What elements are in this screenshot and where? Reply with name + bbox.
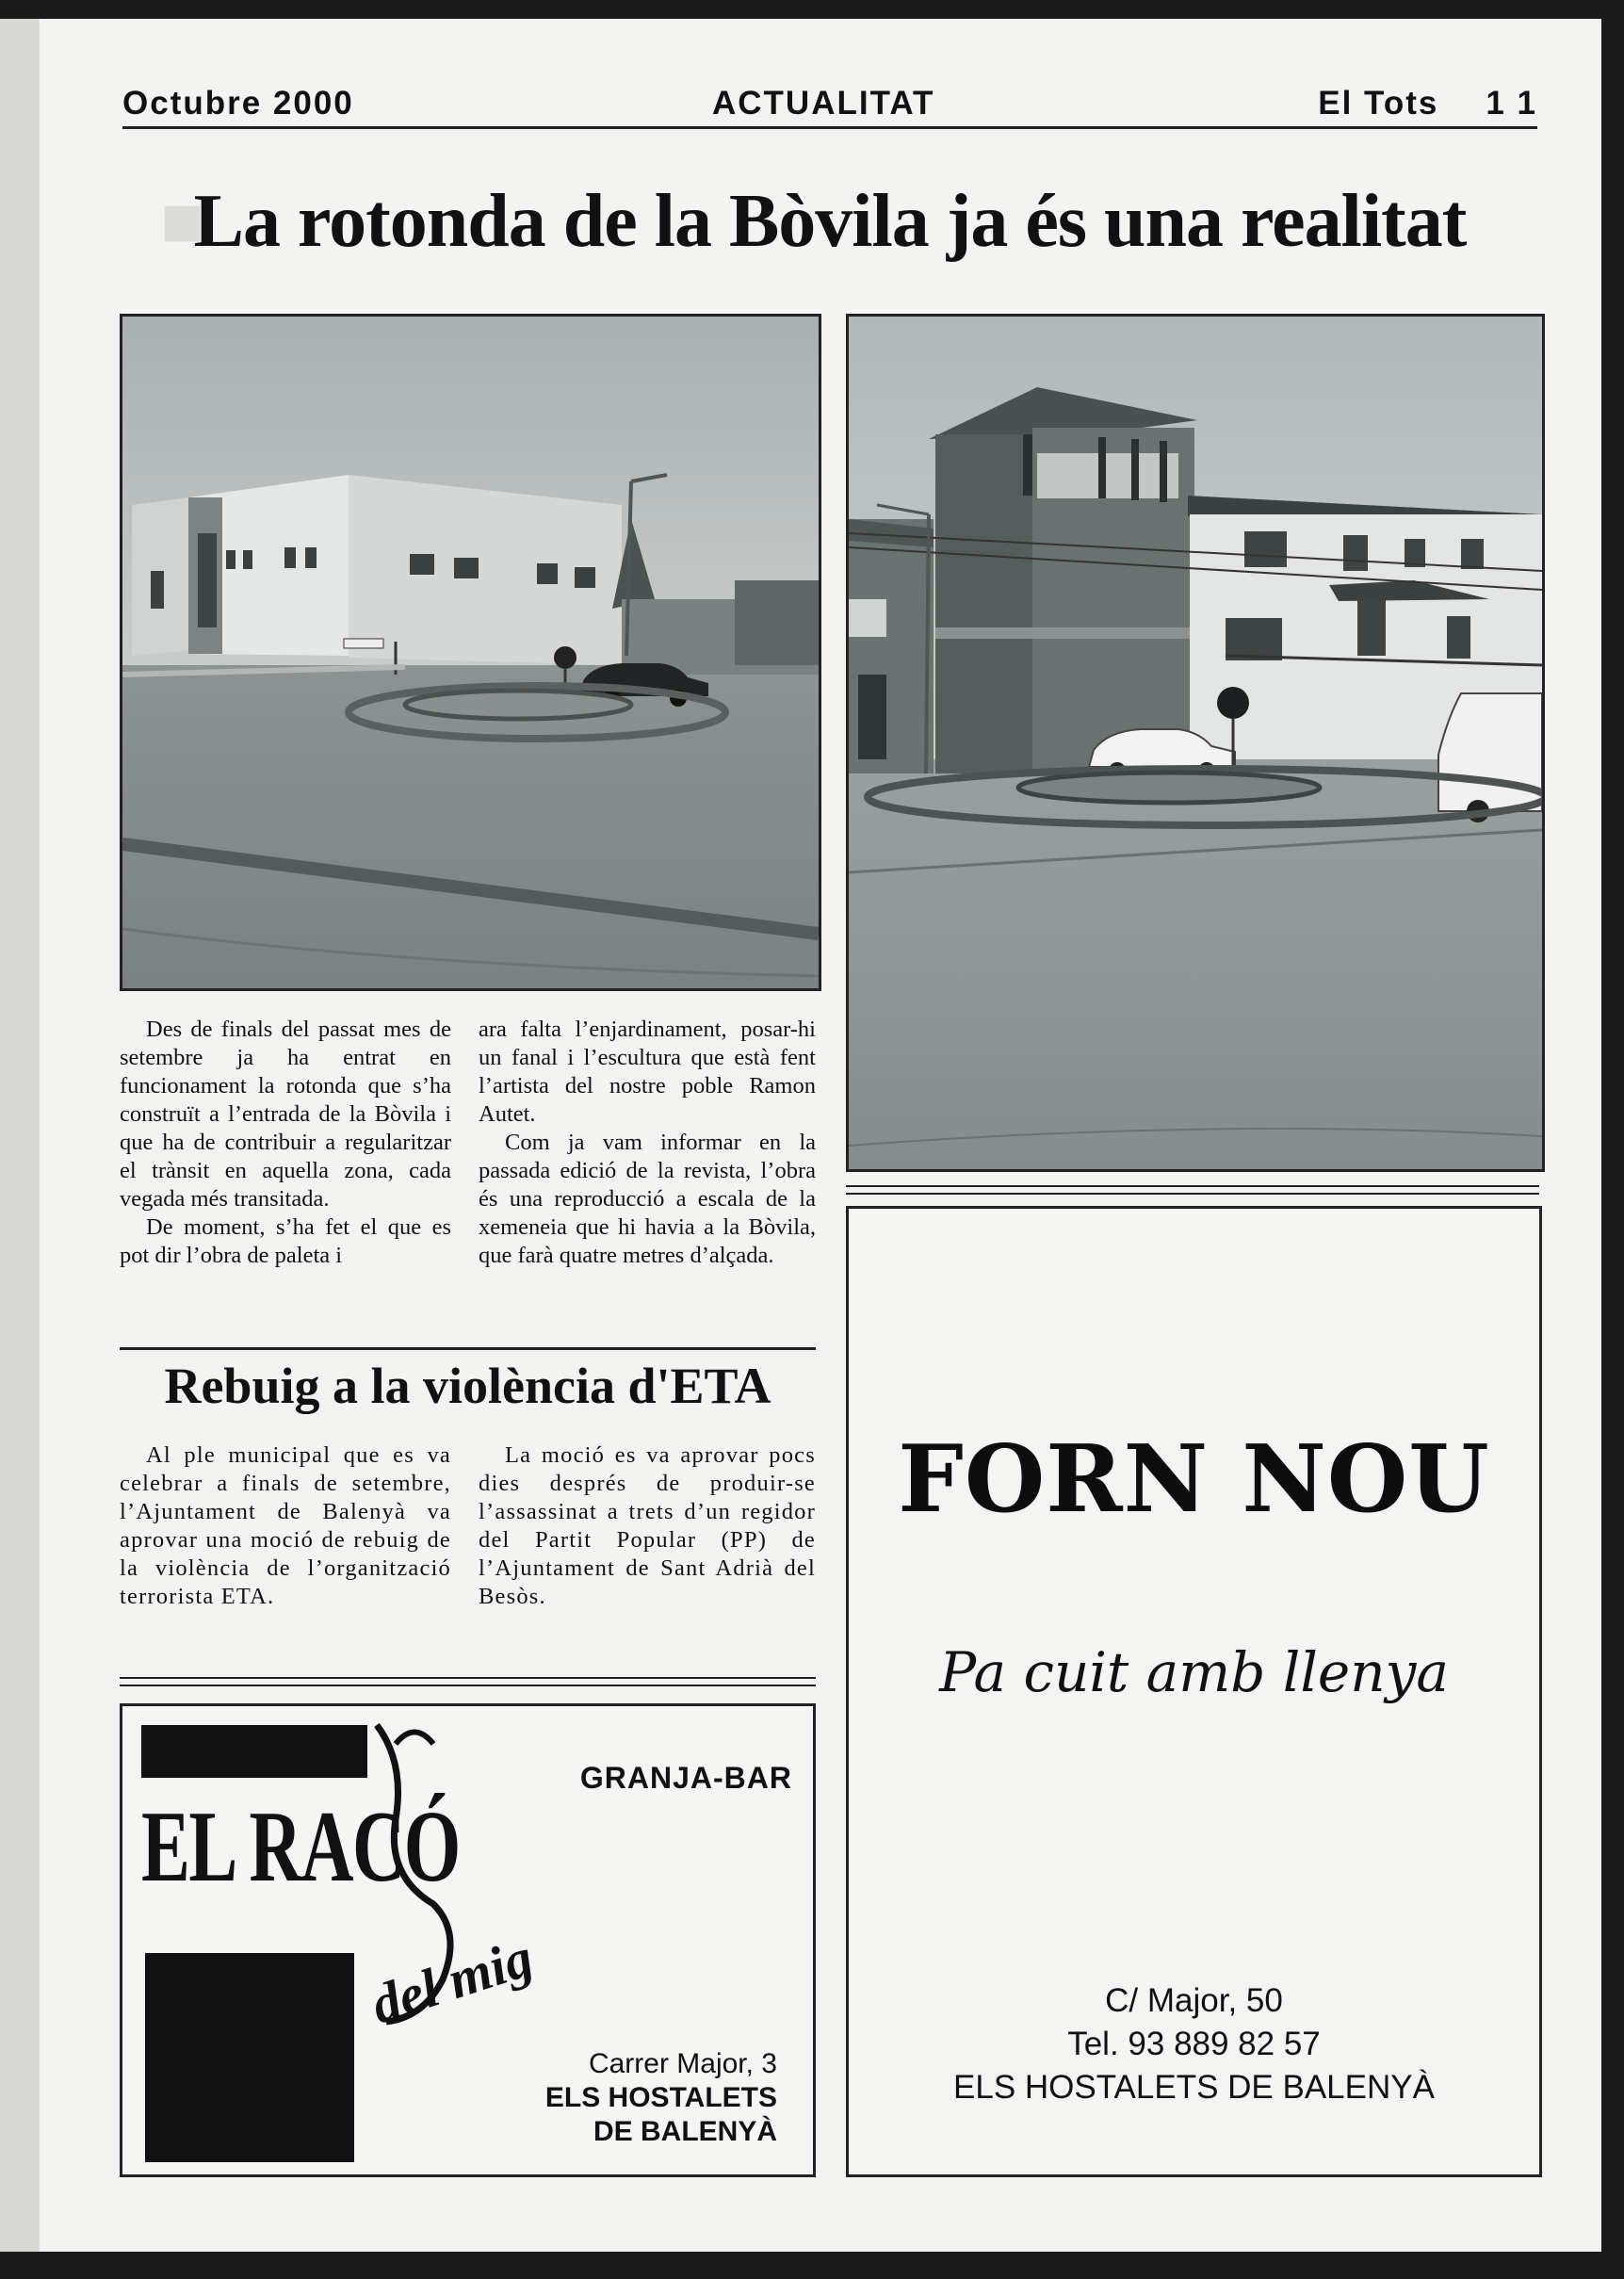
ad-contact	[849, 1979, 1539, 2109]
main-headline: La rotonda de la Bòvila ja és una realitat	[193, 180, 1467, 263]
ad-business-name: FORN NOU	[898, 1425, 1490, 1534]
ad-address-town: DE BALENYÀ	[593, 2116, 777, 2147]
ad-el-raco-del-mig	[120, 1703, 816, 2177]
ad-phone: Tel. 93 889 82 57	[1067, 2026, 1321, 2062]
photo-roundabout-warehouse	[120, 314, 821, 991]
logo-black-block-top	[141, 1725, 367, 1778]
article2-headline: Rebuig a la violència d'ETA	[164, 1358, 771, 1414]
section-divider	[120, 1347, 816, 1350]
ad-address	[545, 2047, 777, 2149]
logo-del-mig-text: del mig	[364, 1926, 541, 2036]
header-page-number: 1 1	[1486, 85, 1537, 122]
ad-address-street: Carrer Major, 3	[588, 2048, 777, 2079]
article2-paragraph: Al ple municipal que es va celebrar a finals de setembre, l’Ajuntament de Balenyà va aprovar una moció de rebuig de la violència de l’organització terrorista ETA.	[120, 1442, 451, 1609]
ad-address-town: ELS HOSTALETS	[544, 2082, 777, 2113]
article2-column-2	[479, 1441, 816, 1611]
header-section: ACTUALITAT	[712, 85, 935, 122]
header-publication-page	[1318, 85, 1537, 122]
article1-column-1	[120, 1016, 451, 1270]
ad-address-street: C/ Major, 50	[1105, 1982, 1283, 2019]
header-date: Octubre 2000	[122, 85, 354, 122]
ad-slogan: Pa cuit amb llenya	[939, 1640, 1449, 1704]
article1-paragraph: De moment, s’ha fet el que es pot dir l’obra de paleta i	[120, 1214, 451, 1268]
article1-paragraph: Com ja vam informar en la passada edició de la revista, l’obra és una reproducció a escala de la xemeneia que hi havia a la Bòvila, que farà quatre metres d’alçada.	[479, 1130, 816, 1268]
double-rule	[120, 1677, 816, 1686]
article1-column-2	[479, 1016, 816, 1270]
ad-address-town: ELS HOSTALETS DE BALENYÀ	[953, 2069, 1435, 2106]
ad-forn-nou	[846, 1206, 1542, 2177]
header-publication: El Tots	[1318, 85, 1439, 122]
article1-paragraph: Des de finals del passat mes de setembre ja ha entrat en funcionament la rotonda que s’ha construït a l’entrada de la Bòvila i que ha de contribuir a regularitzar el trànsit en aquella zona, cada vegada més transitada.	[120, 1017, 451, 1212]
page-header	[122, 83, 1537, 129]
photo-roundabout-tower	[846, 314, 1545, 1172]
logo-black-block-bottom	[145, 1953, 354, 2162]
article1-paragraph: ara falta l’enjardinament, posar-hi un fanal i l’escultura que està fent l’artista del nostre poble Ramon Autet.	[479, 1017, 816, 1127]
double-rule	[846, 1185, 1539, 1195]
show-through-text: ■	[160, 180, 205, 262]
logo-raco-text: EL RACÓ	[141, 1791, 460, 1903]
ad-category: GRANJA-BAR	[579, 1761, 792, 1795]
article2-paragraph: La moció es va aprovar pocs dies després de produir-se l’assassinat a trets d’un regidor del Partit Popular (PP) de l’Ajuntament de Sant Adrià del Besòs.	[479, 1442, 816, 1609]
article2-column-1	[120, 1441, 451, 1611]
